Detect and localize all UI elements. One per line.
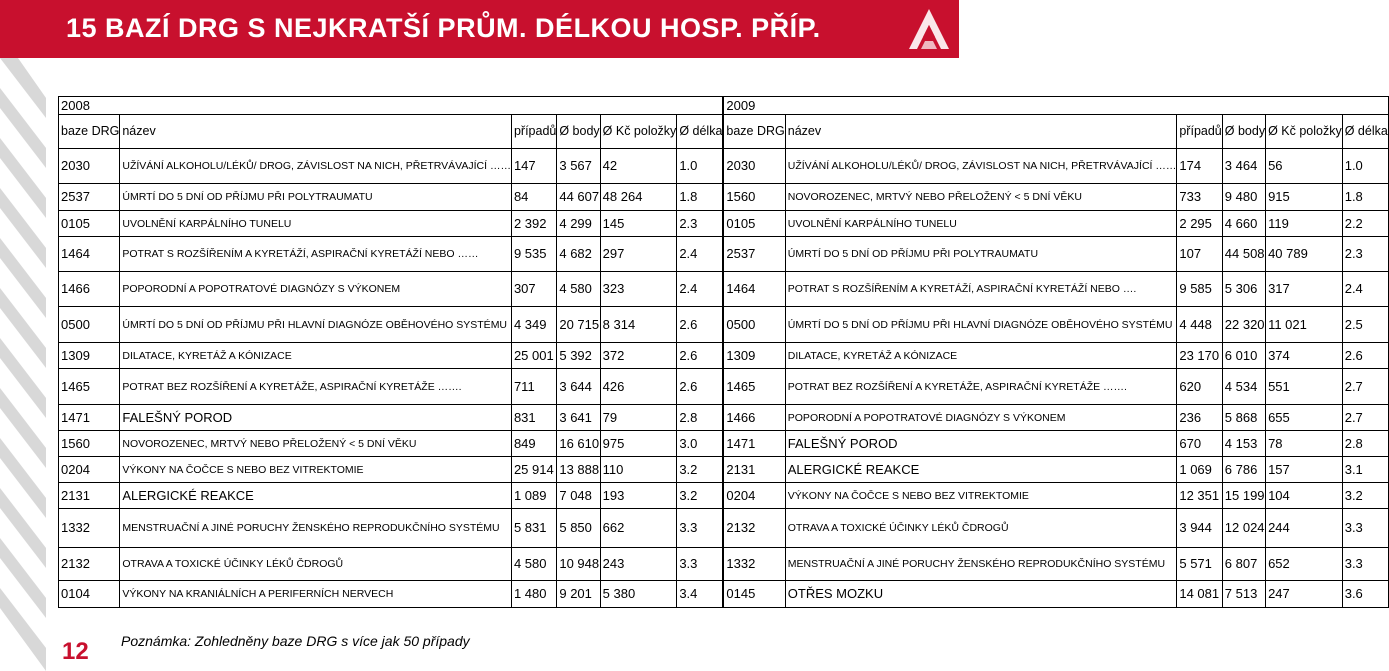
table-row — [59, 369, 1389, 405]
cell-length: 2.7 — [1342, 405, 1388, 431]
cell-cost: 157 — [1266, 457, 1343, 483]
cell-cost: 662 — [600, 509, 677, 548]
cell-points: 4 299 — [557, 211, 600, 237]
table-row — [59, 149, 1389, 184]
cell-drg-code: 1465 — [59, 369, 120, 405]
cell-length: 2.8 — [677, 405, 724, 431]
cell-points: 44 508 — [1222, 237, 1265, 272]
cell-points: 9 201 — [557, 581, 600, 608]
cell-points: 3 644 — [557, 369, 600, 405]
cell-drg-name: ÚMRTÍ DO 5 DNÍ OD PŘÍJMU PŘI POLYTRAUMATU — [120, 184, 512, 211]
cell-points: 3 464 — [1222, 149, 1265, 184]
cell-drg-name: UŽÍVÁNÍ ALKOHOLU/LÉKŮ/ DROG, ZÁVISLOST NA NICH, PŘETRVÁVAJÍCÍ …… — [785, 149, 1177, 184]
cell-drg-code: 1466 — [59, 272, 120, 307]
cell-drg-code: 0104 — [59, 581, 120, 608]
cell-length: 2.3 — [677, 211, 724, 237]
cell-drg-name: OTŘES MOZKU — [785, 581, 1177, 608]
cell-drg-name: NOVOROZENEC, MRTVÝ NEBO PŘELOŽENÝ < 5 DNÍ VĚKU — [120, 431, 512, 457]
cell-length: 2.2 — [1342, 211, 1388, 237]
cell-cases: 4 448 — [1177, 307, 1222, 343]
cell-cost: 78 — [1266, 431, 1343, 457]
cell-points: 13 888 — [557, 457, 600, 483]
cell-cases: 1 480 — [511, 581, 556, 608]
cell-cost: 193 — [600, 483, 677, 509]
cell-cost: 975 — [600, 431, 677, 457]
cell-cost: 247 — [1266, 581, 1343, 608]
cell-cost: 244 — [1266, 509, 1343, 548]
cell-points: 4 660 — [1222, 211, 1265, 237]
cell-cases: 2 392 — [511, 211, 556, 237]
cell-drg-code: 1560 — [59, 431, 120, 457]
cell-cost: 323 — [600, 272, 677, 307]
table-row — [59, 211, 1389, 237]
cell-points: 22 320 — [1222, 307, 1265, 343]
cell-cost: 317 — [1266, 272, 1343, 307]
cell-length: 2.4 — [1342, 272, 1388, 307]
cell-cost: 551 — [1266, 369, 1343, 405]
cell-drg-name: VÝKONY NA KRANIÁLNÍCH A PERIFERNÍCH NERVECH — [120, 581, 512, 608]
cell-cases: 620 — [1177, 369, 1222, 405]
cell-cases: 236 — [1177, 405, 1222, 431]
cell-drg-name: FALEŠNÝ POROD — [120, 405, 512, 431]
cell-drg-name: ÚMRTÍ DO 5 DNÍ OD PŘÍJMU PŘI HLAVNÍ DIAGNÓZE OBĚHOVÉHO SYSTÉMU — [120, 307, 512, 343]
col-header-cases: případů — [511, 115, 556, 149]
cell-points: 4 682 — [557, 237, 600, 272]
cell-drg-code: 1309 — [59, 343, 120, 369]
table-row — [59, 431, 1389, 457]
cell-drg-code: 1464 — [723, 272, 785, 307]
cell-drg-code: 2030 — [59, 149, 120, 184]
cell-cost: 145 — [600, 211, 677, 237]
cell-length: 3.0 — [677, 431, 724, 457]
cell-drg-name: POPORODNÍ A POPOTRATOVÉ DIAGNÓZY S VÝKONEM — [785, 405, 1177, 431]
cell-points: 3 567 — [557, 149, 600, 184]
cell-points: 12 024 — [1222, 509, 1265, 548]
cell-length: 3.3 — [677, 509, 724, 548]
cell-drg-name: ALERGICKÉ REAKCE — [785, 457, 1177, 483]
cell-points: 6 010 — [1222, 343, 1265, 369]
cell-cost: 56 — [1266, 149, 1343, 184]
cell-length: 2.5 — [1342, 307, 1388, 343]
cell-cases: 3 944 — [1177, 509, 1222, 548]
decorative-stripes — [0, 58, 46, 671]
table-row — [59, 548, 1389, 581]
col-header-code: baze DRG — [723, 115, 785, 149]
cell-length: 3.6 — [1342, 581, 1388, 608]
cell-points: 5 392 — [557, 343, 600, 369]
table-row — [59, 272, 1389, 307]
cell-cost: 652 — [1266, 548, 1343, 581]
cell-drg-code: 1560 — [723, 184, 785, 211]
cell-cases: 849 — [511, 431, 556, 457]
cell-cost: 110 — [600, 457, 677, 483]
cell-points: 4 580 — [557, 272, 600, 307]
cell-drg-name: OTRAVA A TOXICKÉ ÚČINKY LÉKŮ ČDROGŮ — [785, 509, 1177, 548]
cell-cases: 9 585 — [1177, 272, 1222, 307]
cell-length: 1.0 — [1342, 149, 1388, 184]
cell-points: 16 610 — [557, 431, 600, 457]
cell-points: 15 199 — [1222, 483, 1265, 509]
cell-points: 5 306 — [1222, 272, 1265, 307]
cell-drg-code: 2131 — [59, 483, 120, 509]
cell-drg-name: UVOLNĚNÍ KARPÁLNÍHO TUNELU — [785, 211, 1177, 237]
cell-cases: 5 571 — [1177, 548, 1222, 581]
cell-drg-code: 2537 — [59, 184, 120, 211]
cell-drg-name: NOVOROZENEC, MRTVÝ NEBO PŘELOŽENÝ < 5 DNÍ VĚKU — [785, 184, 1177, 211]
cell-drg-code: 2131 — [723, 457, 785, 483]
cell-cost: 5 380 — [600, 581, 677, 608]
col-header-name: název — [120, 115, 512, 149]
cell-cost: 119 — [1266, 211, 1343, 237]
table-row — [59, 343, 1389, 369]
col-header-cost: Ø Kč položky — [600, 115, 677, 149]
cell-cases: 307 — [511, 272, 556, 307]
cell-drg-name: POTRAT BEZ ROZŠÍŘENÍ A KYRETÁŽE, ASPIRAČNÍ KYRETÁŽE ……. — [785, 369, 1177, 405]
cell-cases: 670 — [1177, 431, 1222, 457]
cell-drg-code: 2132 — [59, 548, 120, 581]
cell-points: 6 807 — [1222, 548, 1265, 581]
cell-length: 1.8 — [677, 184, 724, 211]
cell-length: 3.2 — [1342, 483, 1388, 509]
cell-cases: 831 — [511, 405, 556, 431]
year-row — [59, 97, 1389, 115]
cell-cases: 711 — [511, 369, 556, 405]
cell-cases: 2 295 — [1177, 211, 1222, 237]
cell-drg-code: 1464 — [59, 237, 120, 272]
cell-points: 4 153 — [1222, 431, 1265, 457]
cell-drg-name: POPORODNÍ A POPOTRATOVÉ DIAGNÓZY S VÝKONEM — [120, 272, 512, 307]
cell-length: 3.1 — [1342, 457, 1388, 483]
cell-length: 2.7 — [1342, 369, 1388, 405]
cell-cost: 79 — [600, 405, 677, 431]
cell-cost: 104 — [1266, 483, 1343, 509]
cell-drg-name: DILATACE, KYRETÁŽ A KÓNIZACE — [785, 343, 1177, 369]
cell-cost: 655 — [1266, 405, 1343, 431]
slide-number: 12 — [62, 638, 89, 665]
table-row — [59, 237, 1389, 272]
cell-cases: 9 535 — [511, 237, 556, 272]
table-row — [59, 581, 1389, 608]
cell-drg-name: POTRAT S ROZŠÍŘENÍM A KYRETÁŽÍ, ASPIRAČNÍ KYRETÁŽÍ NEBO …… — [120, 237, 512, 272]
drg-comparison-table — [58, 96, 1389, 608]
col-header-points: Ø body — [557, 115, 600, 149]
table-row — [59, 483, 1389, 509]
cell-points: 4 534 — [1222, 369, 1265, 405]
cell-cases: 4 349 — [511, 307, 556, 343]
header-row — [59, 115, 1389, 149]
cell-drg-name: UVOLNĚNÍ KARPÁLNÍHO TUNELU — [120, 211, 512, 237]
cell-cases: 1 069 — [1177, 457, 1222, 483]
cell-cost: 8 314 — [600, 307, 677, 343]
table-row — [59, 184, 1389, 211]
table-row — [59, 405, 1389, 431]
cell-points: 5 850 — [557, 509, 600, 548]
cell-drg-code: 1332 — [59, 509, 120, 548]
cell-drg-name: UŽÍVÁNÍ ALKOHOLU/LÉKŮ/ DROG, ZÁVISLOST NA NICH, PŘETRVÁVAJÍCÍ …… — [120, 149, 512, 184]
cell-cost: 426 — [600, 369, 677, 405]
cell-length: 2.4 — [677, 237, 724, 272]
cell-points: 20 715 — [557, 307, 600, 343]
cell-length: 2.6 — [677, 369, 724, 405]
cell-cost: 297 — [600, 237, 677, 272]
cell-drg-code: 1471 — [59, 405, 120, 431]
year-2009: 2009 — [723, 97, 1388, 115]
cell-length: 1.8 — [1342, 184, 1388, 211]
cell-drg-code: 0145 — [723, 581, 785, 608]
cell-drg-name: FALEŠNÝ POROD — [785, 431, 1177, 457]
cell-drg-code: 0500 — [723, 307, 785, 343]
cell-drg-code: 0204 — [59, 457, 120, 483]
page-title: 15 BAZÍ DRG S NEJKRATŠÍ PRŮM. DÉLKOU HOSP. PŘÍP. — [66, 13, 821, 43]
cell-length: 3.3 — [677, 548, 724, 581]
table-row — [59, 509, 1389, 548]
cell-drg-code: 1465 — [723, 369, 785, 405]
cell-drg-name: MENSTRUAČNÍ A JINÉ PORUCHY ŽENSKÉHO REPRODUKČNÍHO SYSTÉMU — [120, 509, 512, 548]
cell-drg-code: 1471 — [723, 431, 785, 457]
cell-points: 3 641 — [557, 405, 600, 431]
brand-logo-icon — [905, 5, 953, 53]
title-bar — [0, 0, 959, 58]
col-header-cases: případů — [1177, 115, 1222, 149]
table-row — [59, 307, 1389, 343]
cell-drg-name: POTRAT S ROZŠÍŘENÍM A KYRETÁŽÍ, ASPIRAČNÍ KYRETÁŽÍ NEBO …. — [785, 272, 1177, 307]
cell-drg-name: MENSTRUAČNÍ A JINÉ PORUCHY ŽENSKÉHO REPRODUKČNÍHO SYSTÉMU — [785, 548, 1177, 581]
cell-drg-code: 0105 — [59, 211, 120, 237]
year-2008: 2008 — [59, 97, 724, 115]
cell-drg-code: 1466 — [723, 405, 785, 431]
col-header-points: Ø body — [1222, 115, 1265, 149]
cell-cases: 107 — [1177, 237, 1222, 272]
cell-length: 3.2 — [677, 457, 724, 483]
col-header-length: Ø délka — [1342, 115, 1388, 149]
cell-drg-code: 2132 — [723, 509, 785, 548]
cell-cases: 174 — [1177, 149, 1222, 184]
cell-cost: 42 — [600, 149, 677, 184]
cell-cases: 12 351 — [1177, 483, 1222, 509]
cell-drg-code: 1309 — [723, 343, 785, 369]
cell-points: 6 786 — [1222, 457, 1265, 483]
cell-cases: 4 580 — [511, 548, 556, 581]
cell-drg-name: POTRAT BEZ ROZŠÍŘENÍ A KYRETÁŽE, ASPIRAČNÍ KYRETÁŽE ……. — [120, 369, 512, 405]
cell-points: 7 048 — [557, 483, 600, 509]
cell-points: 9 480 — [1222, 184, 1265, 211]
table-row — [59, 457, 1389, 483]
cell-drg-code: 1332 — [723, 548, 785, 581]
footnote: Poznámka: Zohledněny baze DRG s více jak 50 případy — [121, 633, 470, 649]
cell-cases: 5 831 — [511, 509, 556, 548]
cell-cost: 48 264 — [600, 184, 677, 211]
cell-cases: 25 914 — [511, 457, 556, 483]
cell-cost: 915 — [1266, 184, 1343, 211]
cell-points: 10 948 — [557, 548, 600, 581]
cell-length: 2.4 — [677, 272, 724, 307]
cell-drg-name: ÚMRTÍ DO 5 DNÍ OD PŘÍJMU PŘI HLAVNÍ DIAGNÓZE OBĚHOVÉHO SYSTÉMU — [785, 307, 1177, 343]
cell-cost: 372 — [600, 343, 677, 369]
cell-length: 2.6 — [1342, 343, 1388, 369]
cell-length: 3.4 — [677, 581, 724, 608]
cell-cases: 733 — [1177, 184, 1222, 211]
cell-length: 1.0 — [677, 149, 724, 184]
cell-cost: 243 — [600, 548, 677, 581]
cell-drg-code: 2030 — [723, 149, 785, 184]
cell-cases: 25 001 — [511, 343, 556, 369]
cell-drg-code: 0105 — [723, 211, 785, 237]
cell-drg-name: DILATACE, KYRETÁŽ A KÓNIZACE — [120, 343, 512, 369]
cell-length: 2.3 — [1342, 237, 1388, 272]
cell-cases: 84 — [511, 184, 556, 211]
col-header-length: Ø délka — [677, 115, 724, 149]
cell-points: 5 868 — [1222, 405, 1265, 431]
cell-length: 2.6 — [677, 343, 724, 369]
cell-drg-name: OTRAVA A TOXICKÉ ÚČINKY LÉKŮ ČDROGŮ — [120, 548, 512, 581]
cell-length: 3.3 — [1342, 509, 1388, 548]
cell-cost: 40 789 — [1266, 237, 1343, 272]
cell-drg-name: VÝKONY NA ČOČCE S NEBO BEZ VITREKTOMIE — [785, 483, 1177, 509]
cell-cases: 23 170 — [1177, 343, 1222, 369]
cell-drg-name: VÝKONY NA ČOČCE S NEBO BEZ VITREKTOMIE — [120, 457, 512, 483]
col-header-name: název — [785, 115, 1177, 149]
cell-length: 2.8 — [1342, 431, 1388, 457]
cell-cases: 14 081 — [1177, 581, 1222, 608]
cell-drg-name: ÚMRTÍ DO 5 DNÍ OD PŘÍJMU PŘI POLYTRAUMATU — [785, 237, 1177, 272]
cell-cases: 1 089 — [511, 483, 556, 509]
cell-cost: 11 021 — [1266, 307, 1343, 343]
cell-length: 3.3 — [1342, 548, 1388, 581]
cell-length: 3.2 — [677, 483, 724, 509]
cell-drg-code: 0204 — [723, 483, 785, 509]
cell-drg-name: ALERGICKÉ REAKCE — [120, 483, 512, 509]
cell-drg-code: 0500 — [59, 307, 120, 343]
cell-drg-code: 2537 — [723, 237, 785, 272]
cell-length: 2.6 — [677, 307, 724, 343]
cell-points: 7 513 — [1222, 581, 1265, 608]
col-header-code: baze DRG — [59, 115, 120, 149]
cell-cost: 374 — [1266, 343, 1343, 369]
col-header-cost: Ø Kč položky — [1266, 115, 1343, 149]
cell-cases: 147 — [511, 149, 556, 184]
cell-points: 44 607 — [557, 184, 600, 211]
